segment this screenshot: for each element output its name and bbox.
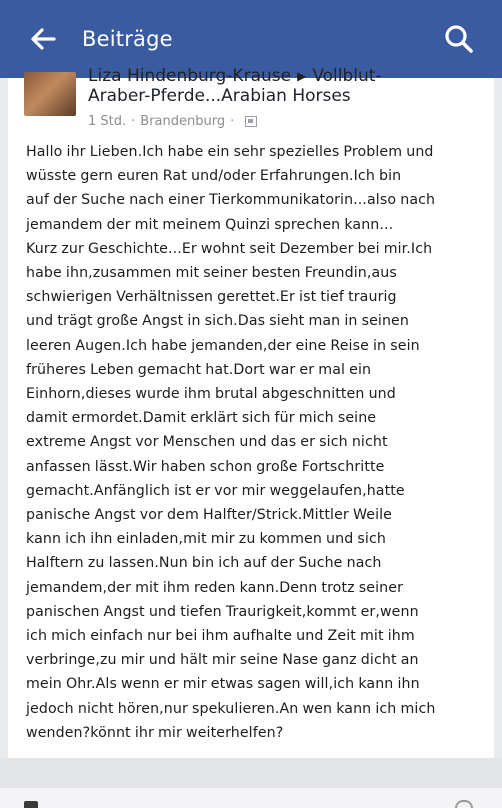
post-header-author [88,66,488,86]
post-text [26,140,488,745]
post-text-line: wüsste gern euren Rat und/oder Erfahrungen.Ich bin [26,168,402,185]
next-post-menu-icon [455,800,473,808]
post-text-line: leeren Augen.Ich habe jemanden,der eine Reise in sein [26,337,420,354]
post-text-line: früheres Leben gemacht hat.Dort war er mal ein [26,361,372,378]
post-text-line: Hallo ihr Lieben.Ich habe ein sehr spezielles Problem und [26,144,434,160]
post-meta [88,114,257,129]
back-arrow-icon [30,27,56,51]
post-text-line: und trägt große Angst in sich.Das sieht man in seinen [26,313,409,330]
group-name[interactable]: Araber-Pferde...Arabian Horses [88,86,351,106]
post-card [8,66,494,758]
post-text-line: kann ich ihn einladen,mit mir zu kommen und sich [26,531,386,548]
post-text-line: extreme Angst vor Menschen und das er sich nicht [26,434,388,451]
post-text-line: Kurz zur Geschichte...Er wohnt seit Dezember bei mir.Ich [26,240,433,257]
search-icon [444,24,474,54]
search-button[interactable] [442,22,476,56]
next-post-avatar-icon [24,801,38,808]
post-text-line: auf der Suche nach einer Tierkommunikatorin...also nach [26,192,436,209]
post-text-line: Einhorn,dieses wurde ihm brutal abgeschnitten und [26,386,396,403]
post-text-line: jemandem,der mit ihm reden kann.Denn trotz seiner [26,579,404,596]
post-text-line: schwierigen Verhältnissen gerettet.Er ist tief traurig [26,289,397,306]
post-text-line: wenden?könnt ihr mir weiterhelfen? [26,724,284,741]
author-name[interactable]: Liza Hindenburg-Krause [88,66,292,86]
audience-icon [245,116,257,127]
group-name-prefix[interactable]: Vollblut- [312,66,382,86]
page-title: Beiträge [82,27,173,51]
post-text-line: panischen Angst und tiefen Traurigkeit,kommt er,wenn [26,603,419,620]
post-text-line: damit ermordet.Damit erklärt sich für mich seine [26,410,377,427]
triangle-right-icon: ▶ [297,69,307,83]
post-text-line: anfassen lässt.Wir haben schon große Fortschritte [26,458,385,475]
meta-separator: · [131,114,136,129]
post-text-line: Halftern zu lassen.Nun bin ich auf der Suche nach [26,555,382,572]
post-text-line: habe ihn,zusammen mit seiner besten Freundin,aus [26,265,397,282]
next-post-preview [0,788,502,808]
post-text-line: jemandem der mit meinem Quinzi sprechen kann... [26,216,394,233]
post-text-line: verbringe,zu mir und hält mir seine Nase ganz dicht an [26,652,419,669]
feed-separator [0,758,502,788]
post-text-line: mein Ohr.Als wenn er mir etwas sagen will,ich kann ihn [26,676,420,693]
meta-separator: · [230,114,235,129]
post-text-line: jedoch nicht hören,nur spekulieren.An wen kann ich mich [26,700,436,717]
post-text-line: panische Angst vor dem Halfter/Strick.Mittler Weile [26,507,392,524]
post-text-line: ich mich einfach nur bei ihm aufhalte und Zeit mit ihm [26,628,415,645]
avatar[interactable] [24,72,76,116]
post-location[interactable]: Brandenburg [140,114,226,129]
post-time[interactable]: 1 Std. [88,114,127,129]
post-text-line: gemacht.Anfänglich ist er vor mir weggelaufen,hatte [26,482,405,499]
back-button[interactable] [26,22,60,56]
